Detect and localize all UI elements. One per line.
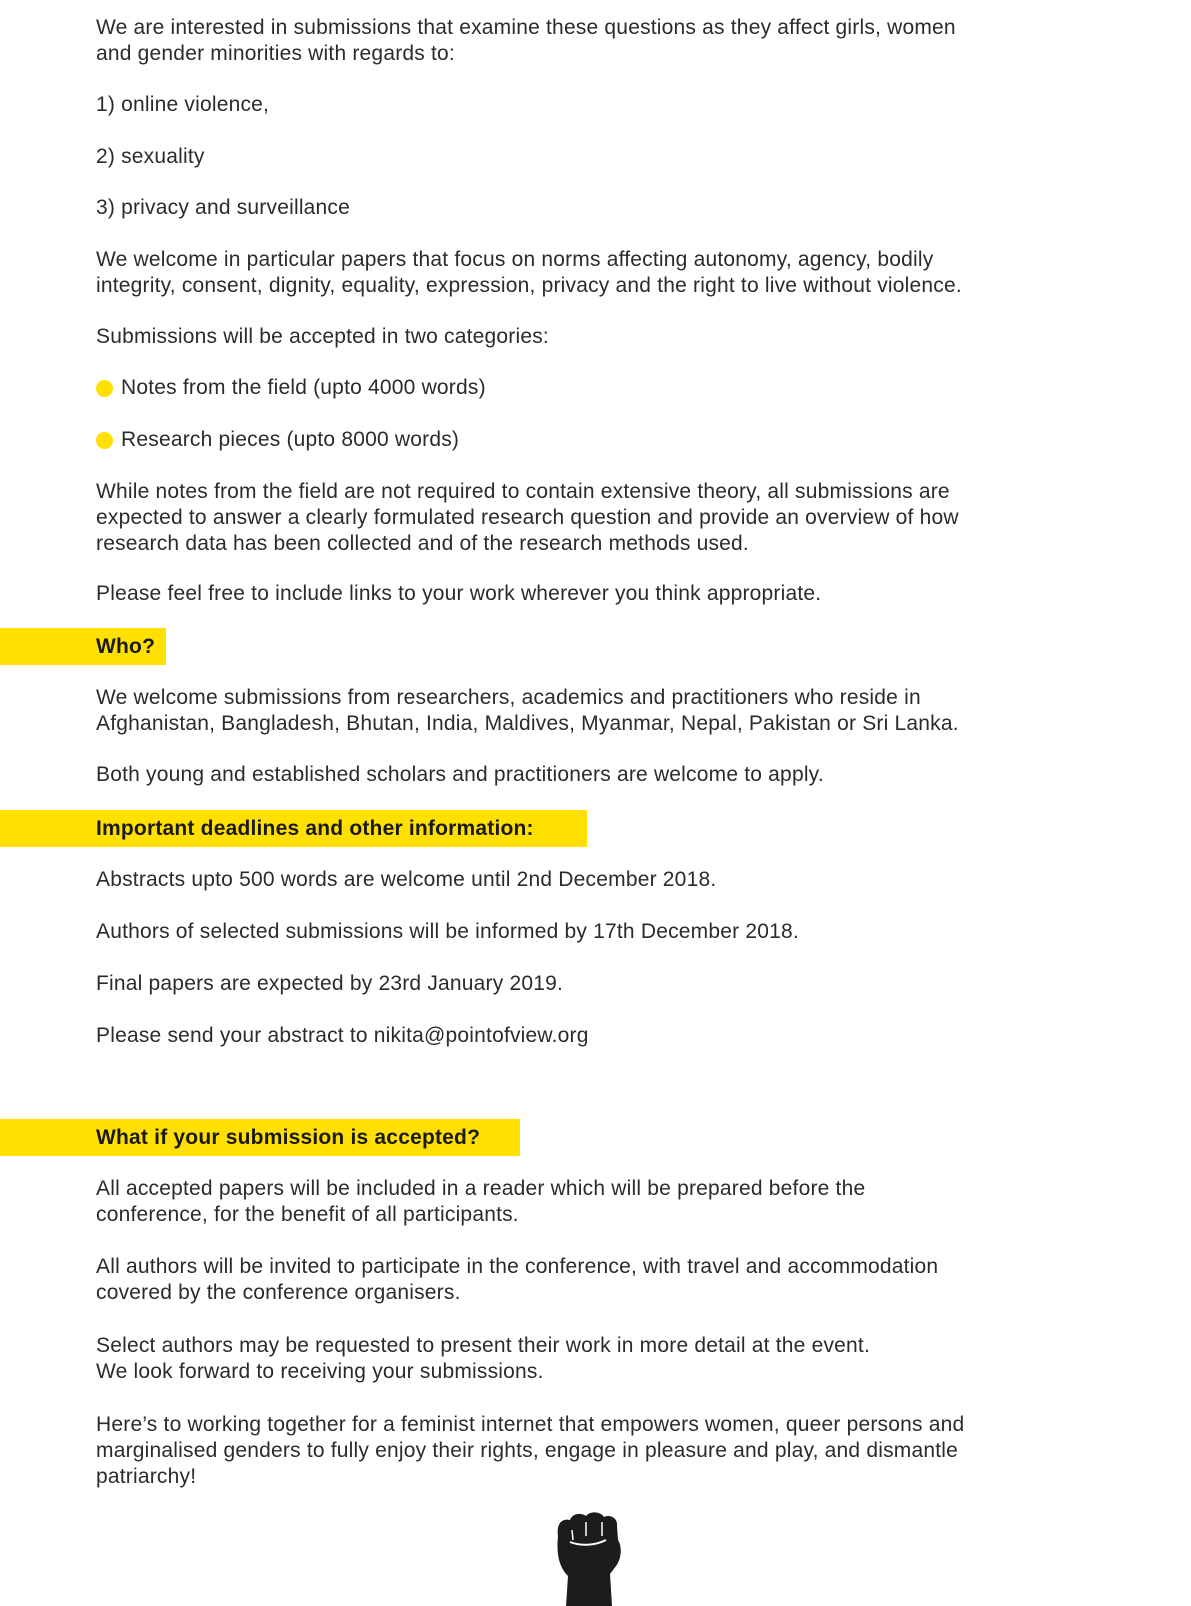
links-paragraph: Please feel free to include links to your work wherever you think appropriate. [96,582,822,605]
topic-item-3: 3) privacy and surveillance [96,196,351,219]
category-label: Notes from the field (upto 4000 words) [121,376,486,399]
category-label: Research pieces (upto 8000 words) [121,428,460,451]
raised-fist-icon [550,1510,626,1606]
welcome-papers-paragraph: We welcome in particular papers that focus on norms affecting autonomy, agency, bodily integrity, consent, dignity, equality, expression, privacy and the right to live without violence. [96,248,962,297]
yellow-bullet-icon [96,432,113,449]
who-heading: Who? [96,635,156,658]
accepted-paragraph-4: Here’s to working together for a feminist internet that empowers women, queer persons and marginalised genders to fully enjoy their rights, engage in pleasure and play, and dismantle patriarchy! [96,1413,965,1488]
deadline-item-1: Abstracts upto 500 words are welcome until 2nd December 2018. [96,868,717,891]
topic-item-1: 1) online violence, [96,93,270,116]
category-item [96,375,1096,401]
who-paragraph-1: We welcome submissions from researchers, academics and practitioners who reside in Afghanistan, Bangladesh, Bhutan, India, Maldives, Myanmar, Nepal, Pakistan or Sri Lanka. [96,686,959,735]
categories-intro: Submissions will be accepted in two categories: [96,325,549,348]
category-item [96,427,1096,453]
deadline-item-2: Authors of selected submissions will be informed by 17th December 2018. [96,920,799,943]
notes-paragraph: While notes from the field are not required to contain extensive theory, all submissions are expected to answer a clearly formulated research question and provide an overview of how research data has been collected and of the research methods used. [96,480,959,555]
accepted-paragraph-1: All accepted papers will be included in a reader which will be prepared before the conference, for the benefit of all participants. [96,1177,866,1226]
intro-paragraph: We are interested in submissions that examine these questions as they affect girls, women and gender minorities with regards to: [96,16,956,65]
who-paragraph-2: Both young and established scholars and practitioners are welcome to apply. [96,763,824,786]
accepted-paragraph-2: All authors will be invited to participate in the conference, with travel and accommodation covered by the conference organisers. [96,1255,939,1304]
accepted-heading: What if your submission is accepted? [96,1126,481,1149]
deadline-item-email: Please send your abstract to nikita@pointofview.org [96,1024,589,1047]
deadlines-heading: Important deadlines and other information: [96,817,534,840]
topic-item-2: 2) sexuality [96,145,205,168]
yellow-bullet-icon [96,380,113,397]
accepted-paragraph-3: Select authors may be requested to present their work in more detail at the event. We look forward to receiving your submissions. [96,1334,870,1383]
deadline-item-3: Final papers are expected by 23rd January 2019. [96,972,564,995]
